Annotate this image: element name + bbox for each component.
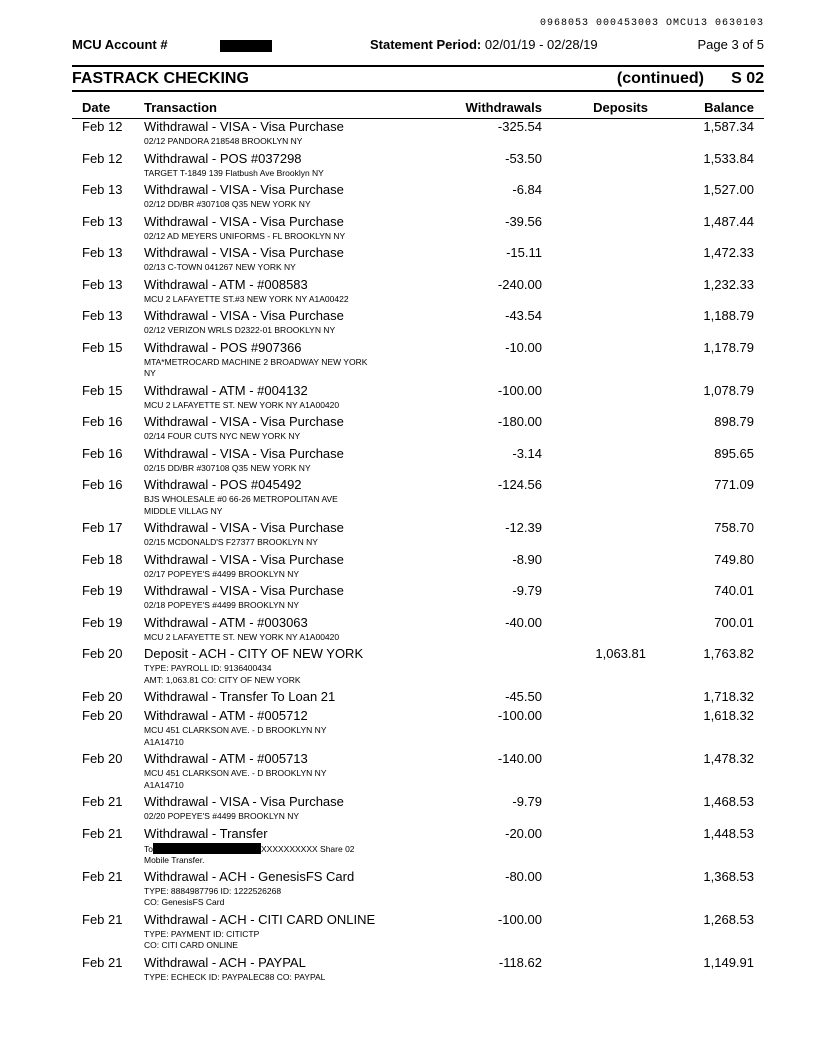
transaction-title: Withdrawal - ATM - #005712	[144, 708, 308, 723]
transaction-detail: MCU 2 LAFAYETTE ST. NEW YORK NY A1A00420	[144, 399, 340, 410]
transaction-title: Withdrawal - ATM - #004132	[144, 382, 308, 398]
transaction-date: Feb 20	[82, 689, 123, 704]
col-balance: Balance	[704, 100, 754, 115]
col-transaction: Transaction	[144, 100, 217, 115]
transaction-description	[144, 869, 444, 908]
withdrawal-amount: -180.00	[497, 414, 542, 429]
withdrawal-amount: -12.39	[505, 520, 542, 535]
transaction-detail: 02/18 POPEYE'S #4499 BROOKLYN NY	[144, 600, 300, 610]
period-value: 02/01/19 - 02/28/19	[484, 37, 598, 52]
transaction-date: Feb 16	[82, 445, 123, 461]
table-row	[0, 446, 816, 478]
transaction-title: Withdrawal - VISA - Visa Purchase	[144, 245, 344, 260]
transaction-date: Feb 13	[82, 245, 123, 260]
table-row	[0, 414, 816, 446]
transaction-detail	[144, 843, 444, 855]
balance-amount: 1,472.33	[703, 245, 754, 260]
table-row	[0, 552, 816, 584]
balance-amount: 1,232.33	[703, 276, 754, 292]
transaction-detail: 02/13 C-TOWN 041267 NEW YORK NY	[144, 262, 296, 272]
transaction-title: Withdrawal - VISA - Visa Purchase	[144, 551, 344, 567]
transaction-detail: TYPE: PAYMENT ID: CITICTP	[144, 928, 260, 939]
withdrawal-amount: -10.00	[505, 339, 542, 355]
table-row	[0, 119, 816, 151]
transaction-title: Withdrawal - ATM - #003063	[144, 614, 308, 630]
withdrawal-amount: -325.54	[497, 119, 542, 134]
table-row	[0, 615, 816, 647]
transaction-detail: A1A14710	[144, 779, 184, 790]
transaction-title: Withdrawal - ACH - GenesisFS Card	[144, 868, 355, 884]
table-row	[0, 689, 816, 708]
transaction-title: Withdrawal - ACH - PAYPAL	[144, 954, 306, 970]
table-row	[0, 955, 816, 987]
balance-amount: 740.01	[714, 583, 754, 598]
balance-amount: 898.79	[714, 414, 754, 429]
transaction-description	[144, 955, 444, 983]
table-row	[0, 646, 816, 689]
transaction-detail: 02/15 DD/BR #307108 Q35 NEW YORK NY	[144, 462, 311, 473]
transaction-detail: CO: CITI CARD ONLINE	[144, 940, 238, 950]
statement-period	[370, 37, 598, 52]
transaction-detail: 02/12 VERIZON WRLS D2322-01 BROOKLYN NY	[144, 325, 336, 335]
transaction-detail: CO: GenesisFS Card	[144, 897, 225, 907]
transaction-date: Feb 12	[82, 150, 123, 166]
account-label: MCU Account #	[72, 37, 168, 52]
withdrawal-amount: -6.84	[512, 182, 542, 197]
col-withdrawals: Withdrawals	[465, 100, 542, 115]
withdrawal-amount: -15.11	[506, 245, 542, 260]
balance-amount: 1,487.44	[703, 213, 754, 229]
withdrawal-amount: -43.54	[505, 308, 542, 323]
transaction-date: Feb 21	[82, 954, 123, 970]
transaction-detail: MCU 451 CLARKSON AVE. - D BROOKLYN NY	[144, 725, 327, 735]
transaction-description	[144, 615, 444, 643]
table-row	[0, 277, 816, 309]
transaction-description	[144, 277, 444, 305]
transaction-detail: 02/15 MCDONALD'S F27377 BROOKLYN NY	[144, 537, 318, 547]
section-code: S 02	[731, 70, 764, 87]
withdrawal-amount: -100.00	[497, 911, 542, 927]
balance-amount: 1,533.84	[703, 150, 754, 166]
transaction-detail: 02/14 FOUR CUTS NYC NEW YORK NY	[144, 431, 301, 441]
balance-amount: 1,468.53	[703, 794, 754, 809]
transaction-date: Feb 19	[82, 614, 123, 630]
withdrawal-amount: -20.00	[505, 825, 542, 841]
transaction-title: Withdrawal - POS #045492	[144, 477, 302, 492]
table-row	[0, 520, 816, 552]
page-number: Page 3 of 5	[697, 37, 764, 52]
table-row	[0, 826, 816, 869]
redacted-account-block	[153, 843, 261, 854]
transaction-date: Feb 21	[82, 794, 123, 809]
transaction-description	[144, 340, 444, 379]
balance-amount: 1,149.91	[703, 954, 754, 970]
redacted-account-number	[220, 40, 272, 52]
transaction-title: Withdrawal - ATM - #005713	[144, 751, 308, 766]
transaction-detail: TARGET T-1849 139 Flatbush Ave Brooklyn NY	[144, 167, 324, 178]
table-row	[0, 751, 816, 794]
section-title	[72, 70, 764, 90]
transaction-title: Withdrawal - Transfer To Loan 21	[144, 689, 336, 704]
table-row	[0, 708, 816, 751]
transaction-date: Feb 21	[82, 911, 123, 927]
transaction-date: Feb 20	[82, 751, 123, 766]
balance-amount: 771.09	[714, 477, 754, 492]
table-row	[0, 383, 816, 415]
withdrawal-amount: -8.90	[512, 551, 542, 567]
transaction-detail: 02/20 POPEYE'S #4499 BROOKLYN NY	[144, 811, 300, 821]
transaction-title: Withdrawal - VISA - Visa Purchase	[144, 520, 344, 535]
transaction-detail: 02/12 PANDORA 218548 BROOKLYN NY	[144, 136, 303, 146]
transaction-detail: A1A14710	[144, 736, 184, 747]
withdrawal-amount: -80.00	[505, 868, 542, 884]
transaction-date: Feb 21	[82, 868, 123, 884]
balance-amount: 1,448.53	[703, 825, 754, 841]
transaction-detail: TYPE: 8884987796 ID: 1222526268	[144, 885, 282, 896]
transaction-date: Feb 15	[82, 382, 123, 398]
period-label: Statement Period:	[370, 37, 482, 52]
balance-amount: 895.65	[714, 445, 754, 461]
transaction-description	[144, 414, 444, 442]
balance-amount: 1,718.32	[703, 689, 754, 704]
transaction-detail: MCU 2 LAFAYETTE ST. NEW YORK NY A1A00420	[144, 631, 340, 642]
balance-amount: 1,527.00	[703, 182, 754, 197]
deposit-amount: 1,063.81	[595, 646, 646, 661]
table-row	[0, 794, 816, 826]
transaction-description	[144, 583, 444, 611]
balance-amount: 700.01	[714, 614, 754, 630]
transaction-detail: MCU 2 LAFAYETTE ST.#3 NEW YORK NY A1A00422	[144, 293, 349, 304]
balance-amount: 1,078.79	[703, 382, 754, 398]
balance-amount: 1,368.53	[703, 868, 754, 884]
transaction-date: Feb 13	[82, 308, 123, 323]
transaction-title: Withdrawal - ATM - #008583	[144, 276, 308, 292]
transaction-description	[144, 689, 444, 705]
table-row	[0, 340, 816, 383]
balance-amount: 1,587.34	[703, 119, 754, 134]
transaction-date: Feb 12	[82, 119, 123, 134]
transaction-title: Withdrawal - VISA - Visa Purchase	[144, 794, 344, 809]
table-row	[0, 869, 816, 912]
transaction-detail: 02/17 POPEYE'S #4499 BROOKLYN NY	[144, 568, 300, 579]
transaction-title: Withdrawal - POS #037298	[144, 150, 302, 166]
col-deposits: Deposits	[593, 100, 648, 115]
transaction-title: Withdrawal - POS #907366	[144, 339, 302, 355]
transaction-description	[144, 708, 444, 747]
transaction-detail: TYPE: ECHECK ID: PAYPALEC88 CO: PAYPAL	[144, 971, 326, 982]
transaction-title: Withdrawal - VISA - Visa Purchase	[144, 119, 344, 134]
transaction-title: Withdrawal - VISA - Visa Purchase	[144, 308, 344, 323]
transaction-description	[144, 751, 444, 790]
withdrawal-amount: -45.50	[505, 689, 542, 704]
balance-amount: 1,268.53	[703, 911, 754, 927]
transaction-description	[144, 552, 444, 580]
withdrawal-amount: -100.00	[497, 382, 542, 398]
transaction-list	[0, 119, 816, 986]
balance-amount: 1,478.32	[703, 751, 754, 766]
section-continued: (continued)	[616, 70, 704, 87]
withdrawal-amount: -3.14	[512, 445, 542, 461]
transaction-detail: 02/12 DD/BR #307108 Q35 NEW YORK NY	[144, 199, 311, 209]
micr-line: 0968053 000453003 OMCU13 0630103	[539, 18, 764, 29]
transaction-date: Feb 18	[82, 551, 123, 567]
transaction-description	[144, 308, 444, 336]
transaction-title: Deposit - ACH - CITY OF NEW YORK	[144, 646, 364, 661]
transaction-description	[144, 826, 444, 866]
transaction-description	[144, 383, 444, 411]
transaction-date: Feb 20	[82, 708, 123, 723]
header-divider	[72, 65, 764, 67]
transaction-detail: 02/12 AD MEYERS UNIFORMS - FL BROOKLYN NY	[144, 230, 346, 241]
balance-amount: 1,763.82	[703, 646, 754, 661]
transaction-date: Feb 17	[82, 520, 123, 535]
balance-amount: 1,618.32	[703, 708, 754, 723]
transaction-title: Withdrawal - VISA - Visa Purchase	[144, 182, 344, 197]
section-name: FASTRACK CHECKING	[72, 70, 249, 87]
transaction-detail: AMT: 1,063.81 CO: CITY OF NEW YORK	[144, 674, 301, 685]
col-date: Date	[82, 100, 111, 115]
transaction-title: Withdrawal - Transfer	[144, 825, 268, 841]
transaction-description	[144, 646, 444, 685]
transaction-date: Feb 16	[82, 414, 123, 429]
transaction-description	[144, 151, 444, 179]
transaction-detail: NY	[144, 368, 156, 378]
table-row	[0, 912, 816, 955]
transaction-description	[144, 520, 444, 548]
transaction-title: Withdrawal - VISA - Visa Purchase	[144, 213, 344, 229]
withdrawal-amount: -240.00	[497, 276, 542, 292]
transaction-date: Feb 13	[82, 182, 123, 197]
withdrawal-amount: -118.62	[498, 954, 542, 970]
balance-amount: 1,178.79	[703, 339, 754, 355]
withdrawal-amount: -53.50	[505, 150, 542, 166]
transaction-description	[144, 245, 444, 273]
table-row	[0, 477, 816, 520]
transaction-description	[144, 214, 444, 242]
withdrawal-amount: -124.56	[497, 477, 542, 492]
transaction-detail: BJS WHOLESALE #0 66-26 METROPOLITAN AVE	[144, 494, 338, 504]
transaction-description	[144, 182, 444, 210]
transaction-description	[144, 119, 444, 147]
transaction-title: Withdrawal - VISA - Visa Purchase	[144, 414, 344, 429]
transaction-date: Feb 13	[82, 213, 123, 229]
balance-amount: 749.80	[714, 551, 754, 567]
transaction-detail: Mobile Transfer.	[144, 855, 205, 865]
transaction-description	[144, 794, 444, 822]
transaction-title: Withdrawal - VISA - Visa Purchase	[144, 445, 344, 461]
transaction-date: Feb 15	[82, 339, 123, 355]
withdrawal-amount: -40.00	[505, 614, 542, 630]
transaction-detail: TYPE: PAYROLL ID: 9136400434	[144, 663, 272, 673]
transaction-date: Feb 16	[82, 477, 123, 492]
transaction-date: Feb 21	[82, 825, 123, 841]
table-row	[0, 308, 816, 340]
table-row	[0, 182, 816, 214]
transaction-description	[144, 477, 444, 516]
transaction-detail: MCU 451 CLARKSON AVE. - D BROOKLYN NY	[144, 768, 327, 778]
withdrawal-amount: -100.00	[497, 708, 542, 723]
transaction-title: Withdrawal - ACH - CITI CARD ONLINE	[144, 911, 376, 927]
statement-header	[72, 37, 764, 55]
table-row	[0, 583, 816, 615]
transaction-detail-text: To	[144, 843, 153, 854]
transaction-detail: MTA*METROCARD MACHINE 2 BROADWAY NEW YORK	[144, 356, 368, 367]
transaction-description	[144, 912, 444, 951]
column-headers	[72, 100, 764, 117]
section-divider	[72, 90, 764, 92]
table-row	[0, 151, 816, 183]
withdrawal-amount: -9.79	[512, 794, 542, 809]
table-row	[0, 245, 816, 277]
withdrawal-amount: -39.56	[505, 213, 542, 229]
transaction-title: Withdrawal - VISA - Visa Purchase	[144, 583, 344, 598]
balance-amount: 758.70	[714, 520, 754, 535]
balance-amount: 1,188.79	[703, 308, 754, 323]
table-row	[0, 214, 816, 246]
withdrawal-amount: -9.79	[512, 583, 542, 598]
transaction-date: Feb 19	[82, 583, 123, 598]
transaction-date: Feb 13	[82, 276, 123, 292]
transaction-description	[144, 446, 444, 474]
withdrawal-amount: -140.00	[497, 751, 542, 766]
transaction-detail: MIDDLE VILLAG NY	[144, 505, 223, 516]
transaction-detail-text: XXXXXXXXXX Share 02	[260, 843, 355, 854]
transaction-date: Feb 20	[82, 646, 123, 661]
